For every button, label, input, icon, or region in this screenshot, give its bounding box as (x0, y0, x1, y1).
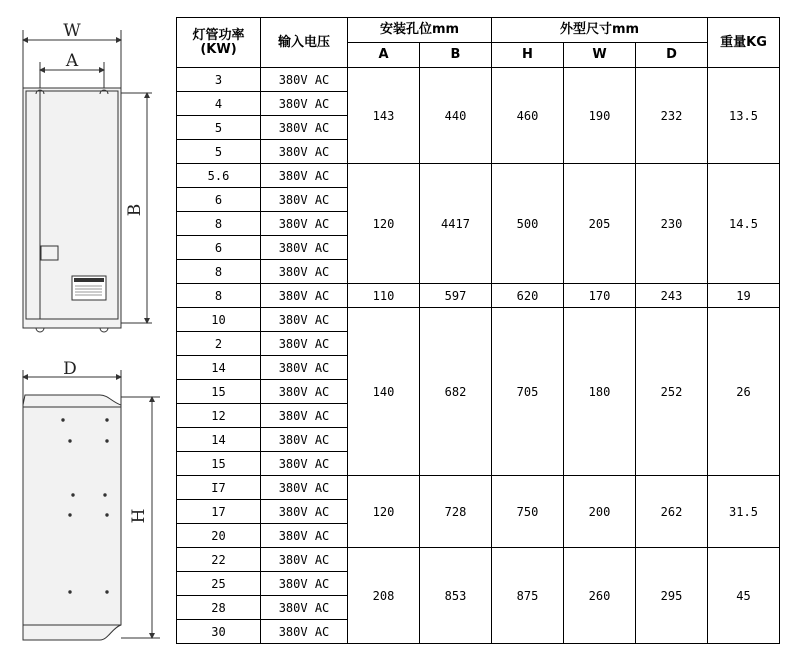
cell-voltage: 380V AC (261, 332, 348, 356)
label-h: H (129, 508, 149, 524)
header-a: A (348, 43, 420, 68)
cell-voltage: 380V AC (261, 404, 348, 428)
cell-h: 750 (492, 476, 564, 548)
cell-b: 4417 (420, 164, 492, 284)
cell-voltage: 380V AC (261, 260, 348, 284)
cell-a: 208 (348, 548, 420, 644)
cell-power: 15 (177, 380, 261, 404)
cell-kg: 19 (708, 284, 780, 308)
cell-power: 5 (177, 116, 261, 140)
cell-power: 8 (177, 260, 261, 284)
cell-voltage: 380V AC (261, 524, 348, 548)
cell-w: 190 (564, 68, 636, 164)
cell-power: 25 (177, 572, 261, 596)
cell-power: 8 (177, 212, 261, 236)
cell-kg: 13.5 (708, 68, 780, 164)
cell-b: 853 (420, 548, 492, 644)
cell-voltage: 380V AC (261, 356, 348, 380)
header-weight: 重量KG (708, 18, 780, 68)
header-d: D (636, 43, 708, 68)
table-row (177, 284, 780, 308)
cell-voltage: 380V AC (261, 476, 348, 500)
cell-power: 2 (177, 332, 261, 356)
header-h: H (492, 43, 564, 68)
cell-power: 17 (177, 500, 261, 524)
cell-power: 28 (177, 596, 261, 620)
header-power: 灯管功率 (KW) (177, 18, 261, 68)
cell-b: 440 (420, 68, 492, 164)
header-outer: 外型尺寸mm (492, 18, 708, 43)
front-view (23, 30, 152, 332)
cell-voltage: 380V AC (261, 452, 348, 476)
table-row (177, 68, 780, 92)
cell-voltage: 380V AC (261, 596, 348, 620)
cell-d: 243 (636, 284, 708, 308)
cell-kg: 14.5 (708, 164, 780, 284)
cell-power: 20 (177, 524, 261, 548)
cell-kg: 26 (708, 308, 780, 476)
cell-a: 143 (348, 68, 420, 164)
cell-voltage: 380V AC (261, 92, 348, 116)
table-row (177, 548, 780, 572)
cell-power: 12 (177, 404, 261, 428)
cell-power: I7 (177, 476, 261, 500)
cell-power: 14 (177, 356, 261, 380)
cell-w: 260 (564, 548, 636, 644)
cell-w: 205 (564, 164, 636, 284)
cell-power: 10 (177, 308, 261, 332)
cell-power: 5.6 (177, 164, 261, 188)
cell-power: 3 (177, 68, 261, 92)
label-b: B (125, 203, 145, 217)
cell-power: 8 (177, 284, 261, 308)
cell-w: 200 (564, 476, 636, 548)
cell-power: 6 (177, 236, 261, 260)
cell-voltage: 380V AC (261, 572, 348, 596)
table-row (177, 164, 780, 188)
cell-voltage: 380V AC (261, 116, 348, 140)
cell-d: 295 (636, 548, 708, 644)
cell-power: 4 (177, 92, 261, 116)
cell-w: 180 (564, 308, 636, 476)
cell-voltage: 380V AC (261, 68, 348, 92)
table-row (177, 476, 780, 500)
cell-b: 728 (420, 476, 492, 548)
cell-voltage: 380V AC (261, 500, 348, 524)
cell-d: 262 (636, 476, 708, 548)
cell-kg: 31.5 (708, 476, 780, 548)
cell-b: 682 (420, 308, 492, 476)
cell-voltage: 380V AC (261, 308, 348, 332)
cell-power: 6 (177, 188, 261, 212)
dimension-drawing (0, 0, 175, 663)
table-row (177, 308, 780, 332)
cell-b: 597 (420, 284, 492, 308)
cell-power: 22 (177, 548, 261, 572)
cell-voltage: 380V AC (261, 140, 348, 164)
cell-a: 120 (348, 476, 420, 548)
cell-power: 14 (177, 428, 261, 452)
cell-voltage: 380V AC (261, 284, 348, 308)
cell-a: 110 (348, 284, 420, 308)
side-view (23, 370, 160, 640)
cell-voltage: 380V AC (261, 164, 348, 188)
cell-power: 5 (177, 140, 261, 164)
cell-voltage: 380V AC (261, 188, 348, 212)
cell-voltage: 380V AC (261, 620, 348, 644)
cell-power: 30 (177, 620, 261, 644)
cell-d: 230 (636, 164, 708, 284)
cell-h: 705 (492, 308, 564, 476)
cell-h: 460 (492, 68, 564, 164)
cell-d: 252 (636, 308, 708, 476)
cell-power: 15 (177, 452, 261, 476)
label-a: A (65, 51, 79, 71)
cell-a: 140 (348, 308, 420, 476)
cell-voltage: 380V AC (261, 548, 348, 572)
cell-a: 120 (348, 164, 420, 284)
label-w: W (63, 21, 81, 41)
cell-voltage: 380V AC (261, 236, 348, 260)
cell-w: 170 (564, 284, 636, 308)
cell-h: 500 (492, 164, 564, 284)
spec-table (176, 17, 780, 644)
cell-voltage: 380V AC (261, 212, 348, 236)
cell-voltage: 380V AC (261, 380, 348, 404)
cell-d: 232 (636, 68, 708, 164)
header-mounting: 安装孔位mm (348, 18, 492, 43)
cell-voltage: 380V AC (261, 428, 348, 452)
cell-h: 875 (492, 548, 564, 644)
header-b: B (420, 43, 492, 68)
header-voltage: 输入电压 (261, 18, 348, 68)
cell-h: 620 (492, 284, 564, 308)
header-w: W (564, 43, 636, 68)
cell-kg: 45 (708, 548, 780, 644)
label-d: D (63, 359, 77, 379)
